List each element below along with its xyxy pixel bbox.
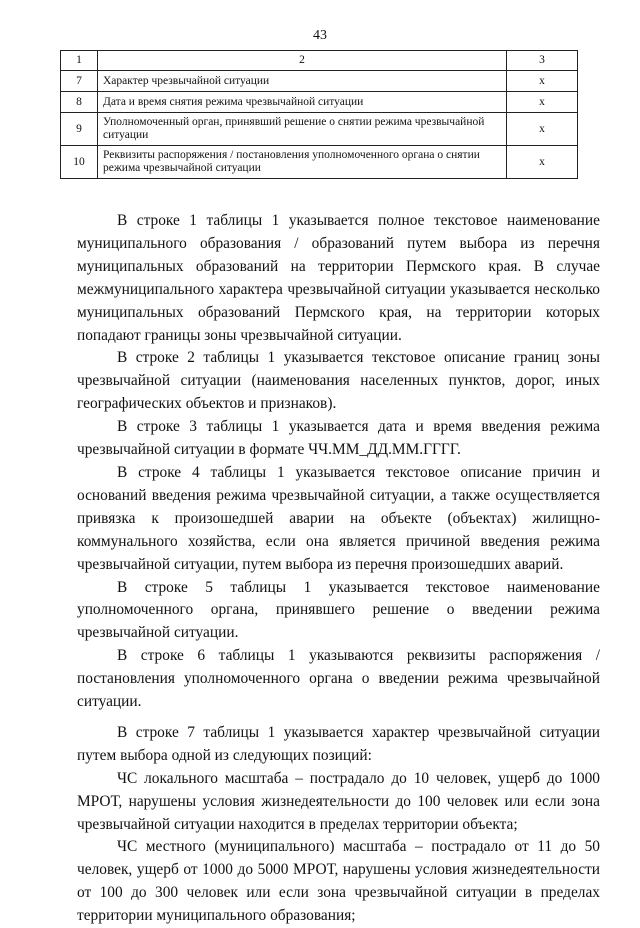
paragraph: В строке 7 таблицы 1 указывается характер чрезвычайной ситуации путем выбора одной из следующих позиций: (77, 723, 600, 764)
row-number: 9 (61, 113, 98, 146)
paragraph: В строке 1 таблицы 1 указывается полное текстовое наименование муниципального образования / образований путем выбора из перечня муниципальных образований на территории Пермского края. В случае межмуниципального характера чрезвычайной ситуации указывается несколько муниципальных образований Пермского края, на территории которых попадают границы зоны чрезвычайной ситуации. (77, 212, 600, 344)
table-row (61, 92, 578, 113)
paragraph: В строке 2 таблицы 1 указывается текстовое описание границ зоны чрезвычайной ситуации (наименования населенных пунктов, дорог, иных географических объектов и признаков). (77, 349, 600, 413)
row-mark: х (507, 146, 578, 179)
paragraph: ЧС локального масштаба – пострадало до 10 человек, ущерб до 1000 МРОТ, нарушены условия жизнедеятельности до 100 человек или если зона чрезвычайной ситуации находится в пределах территории объекта; (77, 769, 600, 833)
row-mark: х (507, 92, 578, 113)
paragraph: В строке 6 таблицы 1 указываются реквизиты распоряжения / постановления уполномоченного органа о введении режима чрезвычайной ситуации. (77, 647, 600, 711)
table-header-cell: 1 (61, 51, 98, 71)
table-row (61, 71, 578, 92)
row-description: Дата и время снятия режима чрезвычайной ситуации (98, 92, 507, 113)
paragraph: В строке 5 таблицы 1 указывается текстовое наименование уполномоченного органа, принявшего решение о введении режима чрезвычайной ситуации. (77, 578, 600, 642)
paragraph: В строке 4 таблицы 1 указывается текстовое описание причин и оснований введения режима чрезвычайной ситуации, а также осуществляется привязка к произошедшей аварии на объекте (объектах) жилищно-коммунального хозяйства, если она является причиной введения режима чрезвычайной ситуации, путем выбора из перечня произошедших аварий. (77, 463, 600, 573)
paragraph: В строке 3 таблицы 1 указывается дата и время введения режима чрезвычайной ситуации в формате ЧЧ.ММ_ДД.ММ.ГГГГ. (77, 418, 600, 459)
row-mark: х (507, 71, 578, 92)
row-description: Реквизиты распоряжения / постановления уполномоченного органа о снятии режима чрезвычайной ситуации (98, 146, 507, 179)
row-number: 10 (61, 146, 98, 179)
paragraph: ЧС местного (муниципального) масштаба – пострадало от 11 до 50 человек, ущерб от 1000 до 5000 МРОТ, нарушены условия жизнедеятельности от 100 до 300 человек или если зона чрезвычайной ситуации в пределах территории муниципального образования; (77, 838, 600, 925)
table-header-cell: 2 (98, 51, 507, 71)
table-header-cell: 3 (507, 51, 578, 71)
row-number: 7 (61, 71, 98, 92)
table-row (61, 113, 578, 146)
row-mark: х (507, 113, 578, 146)
row-description: Уполномоченный орган, принявший решение о снятии режима чрезвычайной ситуации (98, 113, 507, 146)
page-number: 43 (313, 28, 327, 43)
row-number: 8 (61, 92, 98, 113)
table-header-row (61, 51, 578, 71)
info-table (60, 50, 578, 179)
row-description: Характер чрезвычайной ситуации (98, 71, 507, 92)
body-text (77, 210, 600, 928)
table-row (61, 146, 578, 179)
